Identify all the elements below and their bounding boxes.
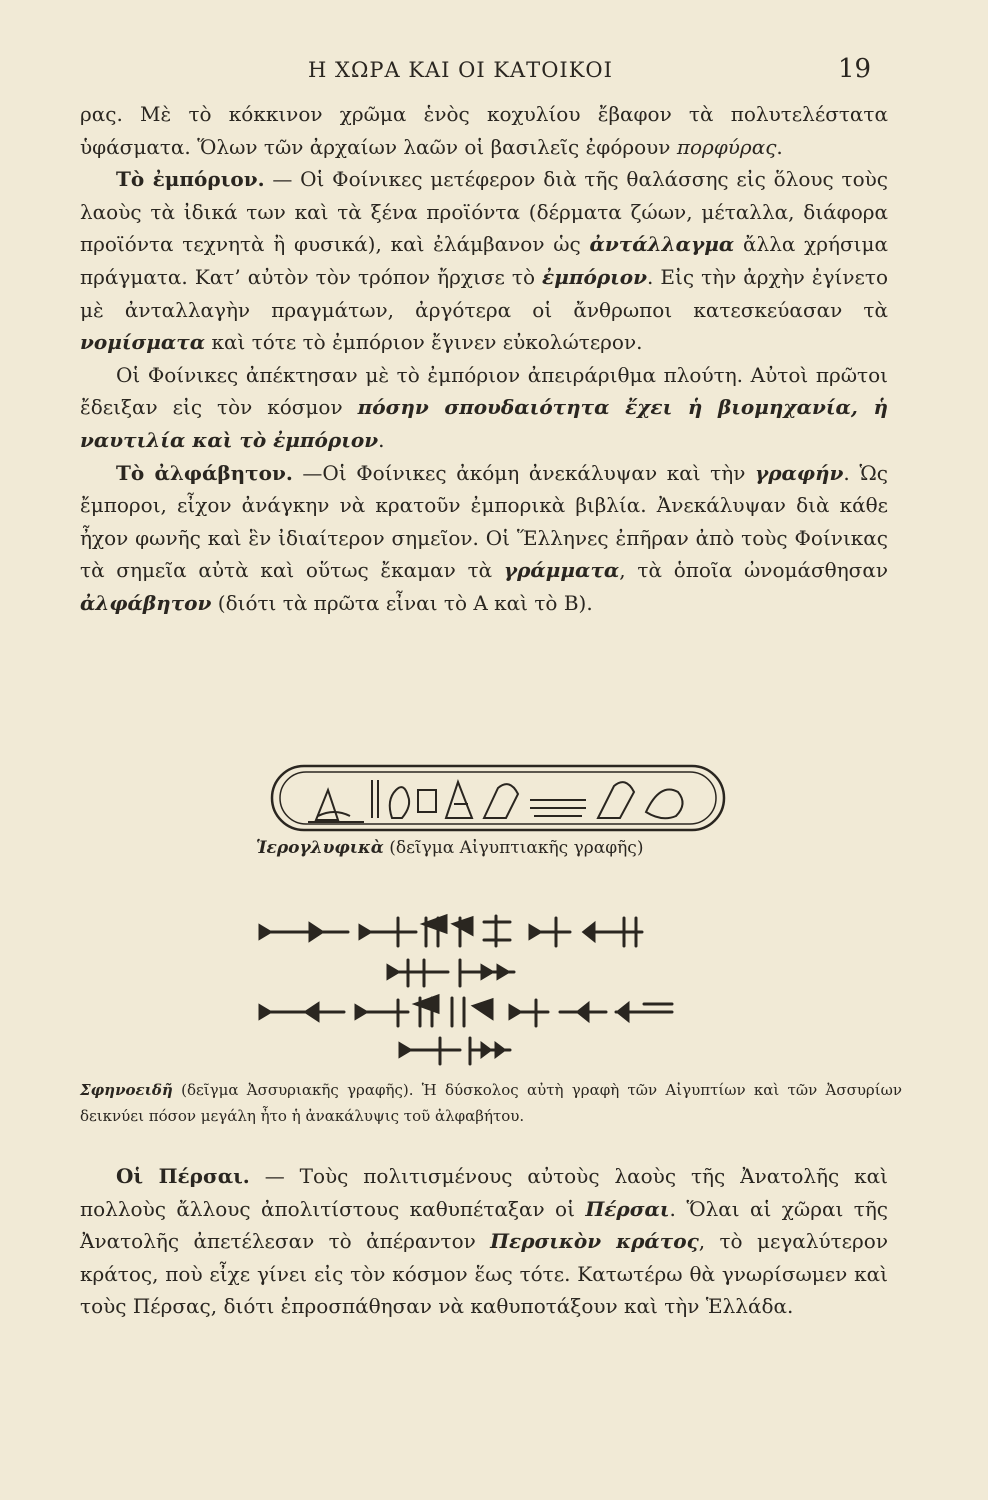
term-porphyra: πορφύρας [676, 134, 777, 159]
paragraph-commerce: Τὸ ἐμπόριον. — Οἱ Φοίνικες μετέφερον διὰ τῆς θαλάσσης εἰς ὅλους τοὺς λαοὺς τὰ ἰδικά των καὶ τὰ ξένα προϊόντα (δέρματα ζώων, μέταλλα, διάφορα προϊόντα τεχνητὰ ἢ φυσικά), καὶ ἐλάμβανον ὡς ἀντάλλαγμα ἄλλα χρήσιμα πράγματα. Κατ’ αὐτὸν τὸν τρόπον ἤρχισε τὸ ἐμπόριον. Εἰς τὴν ἀρχὴν ἐγίνετο μὲ ἀνταλλαγὴν πραγμάτων, ἀργότερα οἱ ἄνθρωποι κατεσκεύασαν τὰ νομίσματα καὶ τότε τὸ ἐμπόριον ἔγινεν εὐκολώτερον. [80, 167, 889, 355]
term-letters: γράμματα [503, 558, 620, 583]
running-head [0, 54, 988, 88]
body-text-upper [80, 98, 888, 620]
cuneiform-sample [248, 900, 688, 1070]
term-persians: Πέρσαι [585, 1196, 670, 1221]
hieroglyph-illustration [268, 760, 728, 838]
term-commerce: ἐμπόριον [542, 264, 648, 289]
paragraph-persians: Οἱ Πέρσαι. — Τοὺς πολιτισμένους αὐτοὺς λαοὺς τῆς Ἀνατολῆς καὶ πολλοὺς ἄλλους ἀπολιτίστους καθυπέταξαν οἱ Πέρσαι. Ὅλαι αἱ χῶραι τῆς Ἀνατολῆς ἀπετέλεσαν τὸ ἀπέραντον Περσικὸν κράτος, τὸ μεγαλύτερον κράτος, ποὺ εἶχε γίνει εἰς τὸν κόσμον ἕως τότε. Κατωτέρω θὰ γνωρίσωμεν καὶ τοὺς Πέρσας, διότι ἐπροσπάθησαν νὰ καθυποτάξουν καὶ τὴν Ἑλλάδα. [80, 1164, 889, 1319]
cuneiform-caption: Σφηνοειδῆ (δεῖγμα Ἀσσυριακῆς γραφῆς). Ἡ δύσκολος αὐτὴ γραφὴ τῶν Αἰγυπτίων καὶ τῶν Ἀσσυρίων δεικνύει πόσον μεγάλη ἦτο ἡ ἀνακάλυψις τοῦ ἀλφαβήτου. [80, 1081, 902, 1125]
section-heading-alphabet: Τὸ ἀλφάβητον. [116, 460, 293, 485]
cuneiform-illustration [248, 900, 688, 1070]
section-heading-commerce: Τὸ ἐμπόριον. [116, 167, 265, 192]
running-title: Η ΧΩΡΑ ΚΑΙ ΟΙ ΚΑΤΟΙΚΟΙ [308, 58, 613, 82]
term-coins: νομίσματα [80, 330, 206, 355]
hieroglyph-caption: Ἱερογλυφικὰ (δεῖγμα Αἰγυπτιακῆς γραφῆς) [256, 838, 644, 858]
paragraph-purple: ρας. Μὲ τὸ κόκκινον χρῶμα ἑνὸς κοχυλίου ἔβαφον τὰ πολυτελέστατα ὑφάσματα. Ὅλων τῶν ἀρχαίων λαῶν οἱ βασιλεῖς ἐφόρουν πορφύρας. [80, 102, 888, 159]
body-text-lower [80, 1160, 888, 1323]
paragraph-alphabet: Τὸ ἀλφάβητον. —Οἱ Φοίνικες ἀκόμη ἀνεκάλυψαν καὶ τὴν γραφήν. Ὡς ἔμποροι, εἶχον ἀνάγκην νὰ κρατοῦν ἐμπορικὰ βιβλία. Ἀνεκάλυψαν διὰ κάθε ἦχον φωνῆς καὶ ἓν ἰδιαίτερον σημεῖον. Οἱ Ἕλληνες ἐπῆραν ἀπὸ τοὺς Φοίνικας τὰ σημεῖα αὐτὰ καὶ οὕτως ἔκαμαν τὰ γράμματα, τὰ ὁποῖα ὠνομάσθησαν ἀλφάβητον (διότι τὰ πρῶτα εἶναι τὸ Α καὶ τὸ Β). [80, 460, 888, 615]
term-writing: γραφήν [755, 460, 844, 485]
paragraph-wealth: Οἱ Φοίνικες ἀπέκτησαν μὲ τὸ ἐμπόριον ἀπειράριθμα πλούτη. Αὐτοὶ πρῶτοι ἔδειξαν εἰς τὸν κόσμον πόσην σπουδαιότητα ἔχει ἡ βιομηχανία, ἡ ναυτιλία καὶ τὸ ἐμπόριον. [80, 362, 888, 452]
hieroglyph-cartouche [268, 760, 728, 838]
page-number: 19 [838, 54, 872, 84]
emphasis-importance: πόσην σπουδαιότητα ἔχει ἡ βιομηχανία, ἡ ναυτιλία καὶ τὸ ἐμπόριον [80, 395, 888, 452]
term-persian-empire: Περσικὸν κράτος [490, 1229, 699, 1254]
term-exchange: ἀντάλλαγμα [589, 232, 735, 257]
section-heading-persians: Οἱ Πέρσαι. [116, 1164, 250, 1188]
term-alphabet: ἀλφάβητον [80, 590, 212, 615]
